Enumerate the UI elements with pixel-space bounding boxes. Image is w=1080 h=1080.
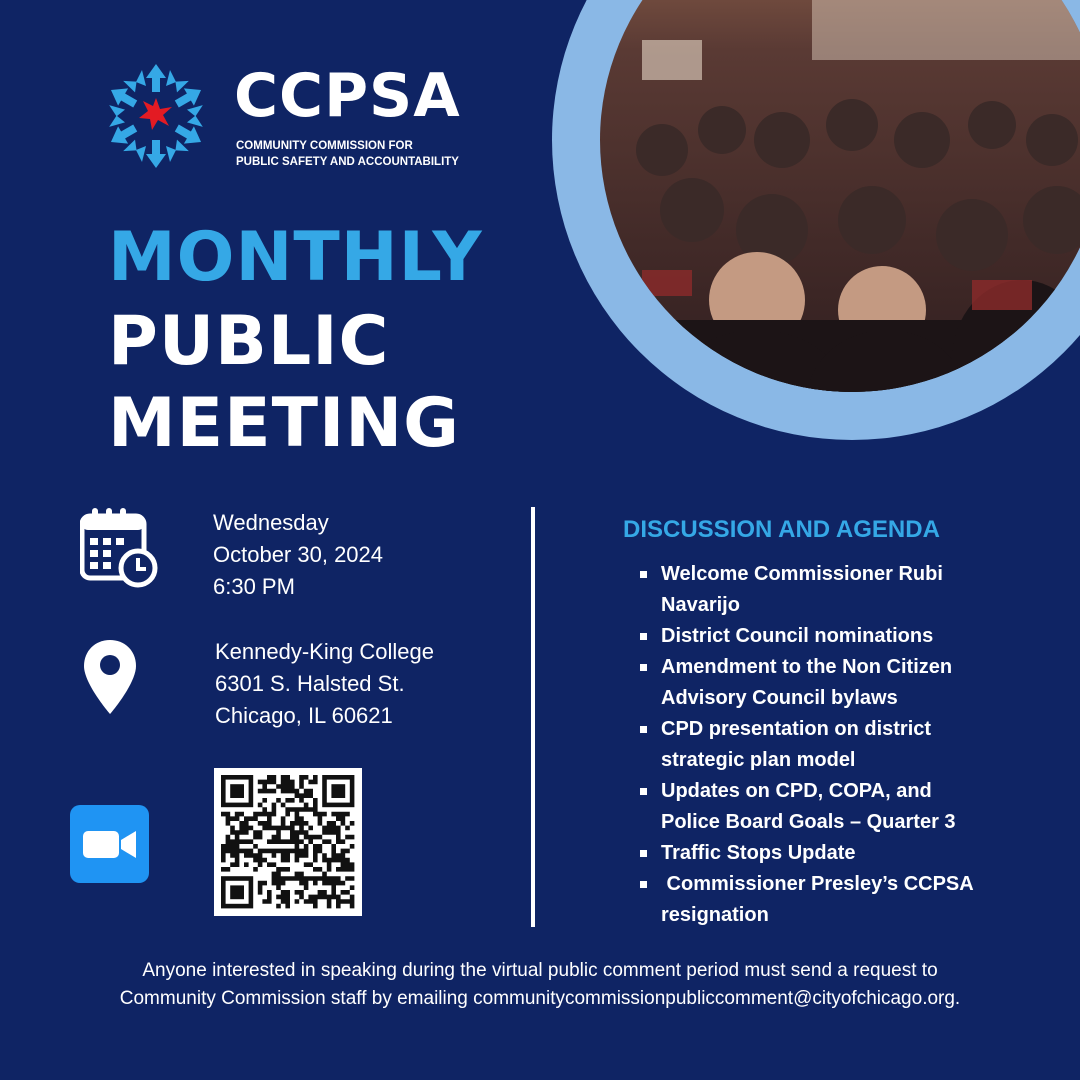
item-line: Amendment to the Non Citizen: [661, 656, 953, 678]
item-line: Commissioner Presley’s CCPSA: [661, 873, 974, 895]
bullet-icon: [640, 633, 647, 640]
item-line: CPD presentation on district: [661, 718, 932, 740]
item-line: Police Board Goals – Quarter 3: [661, 811, 956, 833]
event-datetime: [213, 507, 383, 603]
brand-subtitle-line: COMMUNITY COMMISSION FOR: [236, 140, 413, 152]
agenda-list: [640, 559, 1060, 931]
list-item: [640, 838, 1060, 869]
agenda-title: DISCUSSION AND AGENDA: [623, 516, 940, 543]
item-line: Traffic Stops Update: [661, 842, 856, 864]
bullet-icon: [640, 664, 647, 671]
event-location: [215, 636, 434, 732]
footer-note: [0, 957, 1080, 1013]
list-item: [640, 776, 1060, 838]
brand-subtitle-line: PUBLIC SAFETY AND ACCOUNTABILITY: [236, 156, 459, 168]
calendar-clock-icon: [80, 508, 160, 588]
item-line: Advisory Council bylaws: [661, 687, 898, 709]
event-date: October 30, 2024: [213, 542, 384, 567]
brand-name: CCPSA: [234, 61, 461, 131]
headline-meeting: MEETING: [108, 384, 460, 463]
venue-city: Chicago, IL 60621: [215, 703, 393, 728]
venue-name: Kennedy-King College: [215, 639, 434, 664]
footer-line: Anyone interested in speaking during the virtual public comment period must send a request to: [142, 960, 938, 981]
venue-street: 6301 S. Halsted St.: [215, 671, 405, 696]
audience-photo: [552, 0, 1080, 440]
item-line: Welcome Commissioner Rubi: [661, 563, 943, 585]
footer-line: Community Commission staff by emailing communitycommissionpubliccomment@cityofchicago.org.: [119, 988, 961, 1009]
list-item: [640, 652, 1060, 714]
bullet-icon: [640, 571, 647, 578]
item-line: Navarijo: [661, 594, 740, 616]
item-line: District Council nominations: [661, 625, 934, 647]
location-pin-icon: [84, 640, 136, 714]
zoom-video-icon[interactable]: [70, 805, 149, 883]
list-item: [640, 869, 1060, 931]
qr-code[interactable]: [214, 768, 362, 916]
bullet-icon: [640, 881, 647, 888]
column-divider: [531, 507, 535, 927]
list-item: [640, 559, 1060, 621]
brand-subtitle: [236, 138, 476, 170]
list-item: [640, 621, 1060, 652]
headline-monthly: MONTHLY: [108, 218, 483, 297]
event-day: Wednesday: [213, 510, 329, 535]
bullet-icon: [640, 850, 647, 857]
event-time: 6:30 PM: [213, 574, 295, 599]
bullet-icon: [640, 726, 647, 733]
item-line: strategic plan model: [661, 749, 856, 771]
ccpsa-star-logo-icon: [96, 56, 216, 176]
list-item: [640, 714, 1060, 776]
bullet-icon: [640, 788, 647, 795]
item-line: Updates on CPD, COPA, and: [661, 780, 932, 802]
headline-public: PUBLIC: [108, 302, 390, 381]
item-line: resignation: [661, 904, 769, 926]
